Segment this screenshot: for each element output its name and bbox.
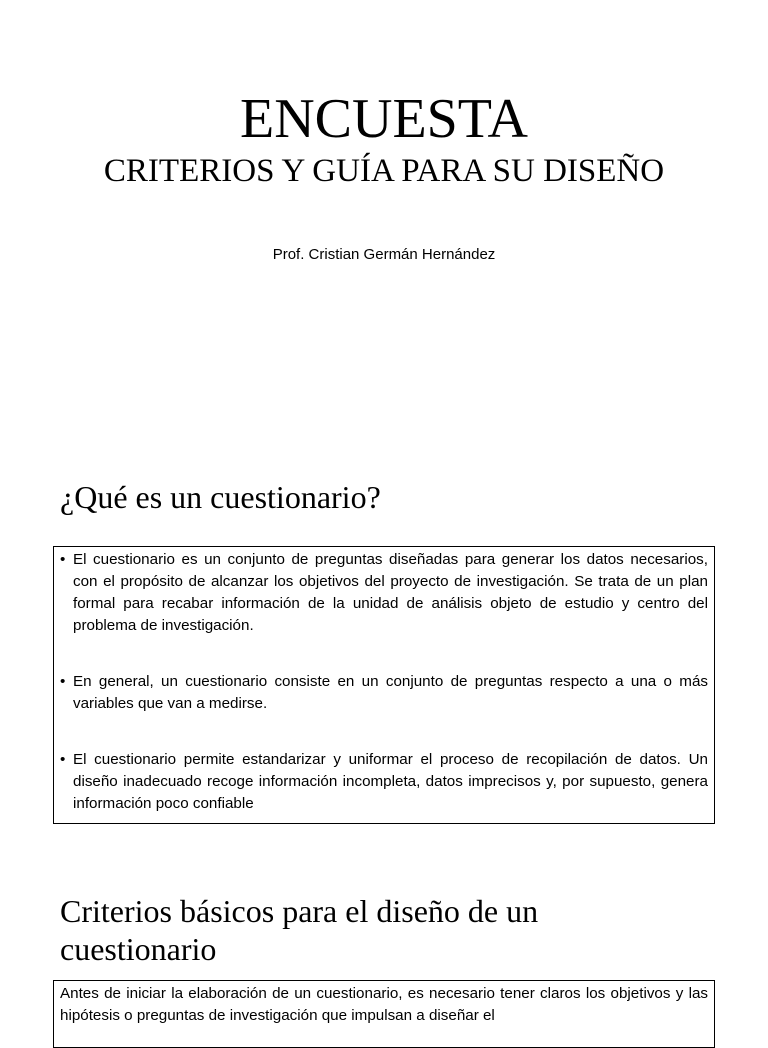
slide-author: Prof. Cristian Germán Hernández: [272, 246, 496, 263]
basic-criteria-text: Antes de iniciar la elaboración de un cuestionario, es necesario tener claros los objetivos y las hipótesis o preguntas de investigación que impulsan a diseñar el: [60, 985, 708, 1024]
section-heading-what-is-questionnaire: ¿Qué es un cuestionario?: [60, 479, 381, 515]
questionnaire-definition-box: [53, 546, 715, 824]
list-item: [60, 671, 708, 715]
bullet-text: En general, un cuestionario consiste en un conjunto de preguntas respecto a una o más variables que van a medirse.: [73, 673, 708, 712]
bullet-text: El cuestionario es un conjunto de preguntas diseñadas para generar los datos necesarios, con el propósito de alcanzar los objetivos del proyecto de investigación. Se trata de un plan formal para recabar información de la unidad de análisis objeto de estudio y centro del problema de investigación.: [73, 551, 708, 634]
slide-subtitle: CRITERIOS Y GUÍA PARA SU DISEÑO: [103, 153, 665, 189]
slide-title: ENCUESTA: [240, 88, 528, 150]
bullet-icon: •: [60, 751, 66, 768]
list-item: [60, 749, 708, 815]
bullet-icon: •: [60, 673, 66, 690]
bullet-icon: •: [60, 551, 66, 568]
section-heading-basic-criteria: Criterios básicos para el diseño de un cuestionario: [60, 893, 539, 967]
bullet-text: El cuestionario permite estandarizar y uniformar el proceso de recopilación de datos. Un diseño inadecuado recoge información incompleta, datos imprecisos y, por supuesto, genera información poco confiable: [73, 751, 708, 812]
basic-criteria-box: [53, 980, 715, 1048]
bullet-list: [60, 549, 708, 815]
list-item: [60, 549, 708, 637]
